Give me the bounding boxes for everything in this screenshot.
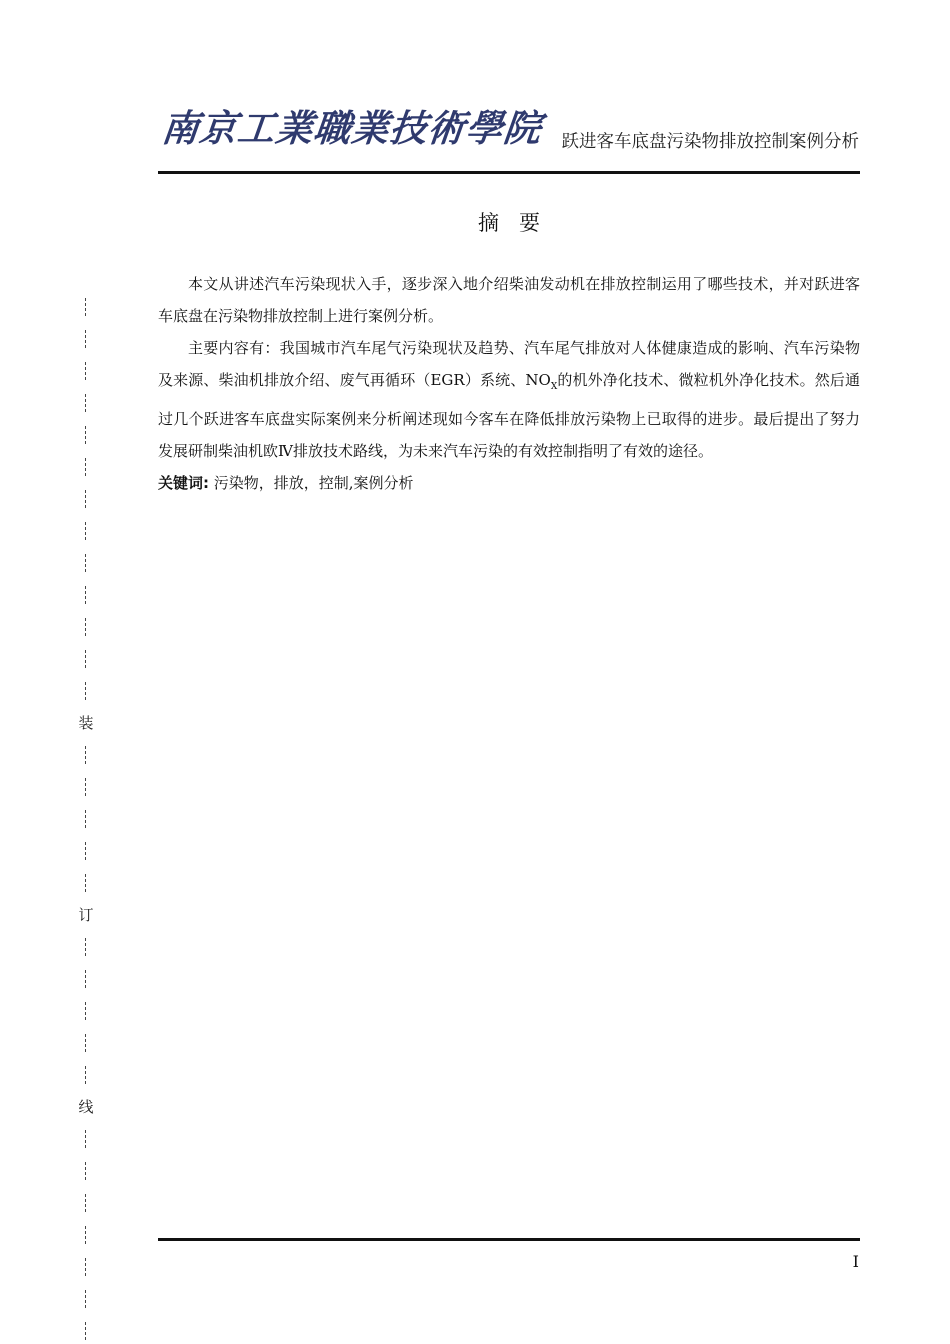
binding-dash [85, 938, 86, 956]
binding-dash [85, 1194, 86, 1212]
binding-dash [85, 1066, 86, 1084]
binding-dash [85, 1162, 86, 1180]
binding-dash [85, 842, 86, 860]
binding-dash [85, 458, 86, 476]
binding-dash [85, 810, 86, 828]
abstract-body [158, 268, 860, 499]
keywords-line [158, 467, 860, 499]
binding-dash [85, 618, 86, 636]
abstract-paragraph-1: 本文从讲述汽车污染现状入手，逐步深入地介绍柴油发动机在排放控制运用了哪些技术，并对跃进客车底盘在污染物排放控制上进行案例分析。 [158, 275, 860, 325]
binding-dash [85, 1130, 86, 1148]
binding-dash [85, 330, 86, 348]
binding-dash [85, 746, 86, 764]
school-logo: 南京工業職業技術學院 [159, 106, 544, 150]
binding-dash [85, 1290, 86, 1308]
binding-dash [85, 1002, 86, 1020]
keywords-text: 污染物，排放，控制,案例分析 [209, 474, 414, 492]
keywords-label: 关键词: [158, 474, 209, 492]
binding-dash [85, 650, 86, 668]
nox-subscript: X [550, 382, 558, 392]
binding-dash [85, 682, 86, 700]
binding-dash [85, 586, 86, 604]
binding-dash [85, 490, 86, 508]
binding-margin [74, 290, 98, 1344]
binding-dash [85, 298, 86, 316]
running-title: 跃进客车底盘污染物排放控制案例分析 [561, 132, 859, 152]
header-rule [158, 171, 860, 174]
paragraph-2-text-a: 主要内容有：我国城市汽车尾气污染现状及趋势、汽车尾气排放对人体健康造成的影响、汽车污染物及来源、柴油机排放介绍、废气再循环（EGR）系统、NO [158, 339, 860, 389]
binding-dash [85, 1226, 86, 1244]
binding-dash [85, 778, 86, 796]
paragraph-2-text-b: 的机外净化技术、微粒机外净化技术。然后通过几个跃进客车底盘实际案例来分析阐述现如今客车在降低排放污染物上已取得的进步。最后提出了努力发展研制柴油机欧Ⅳ排放技术路线，为未来汽车污染的有效控制指明了有效的途径。 [158, 371, 860, 460]
abstract-heading: 摘要 [478, 211, 560, 235]
footer-rule [158, 1238, 860, 1241]
binding-dash [85, 970, 86, 988]
binding-dash [85, 394, 86, 412]
binding-char-xian: 线 [78, 1098, 94, 1116]
binding-dash [85, 1034, 86, 1052]
page-number: I [852, 1252, 859, 1271]
binding-dash [85, 522, 86, 540]
abstract-paragraph-2 [158, 332, 860, 467]
binding-char-ding: 订 [78, 906, 94, 924]
binding-dash [85, 426, 86, 444]
binding-char-zhuang: 装 [78, 714, 94, 732]
binding-dash [85, 874, 86, 892]
binding-dash [85, 554, 86, 572]
binding-dash [85, 1258, 86, 1276]
binding-dash [85, 1322, 86, 1340]
binding-dash [85, 362, 86, 380]
